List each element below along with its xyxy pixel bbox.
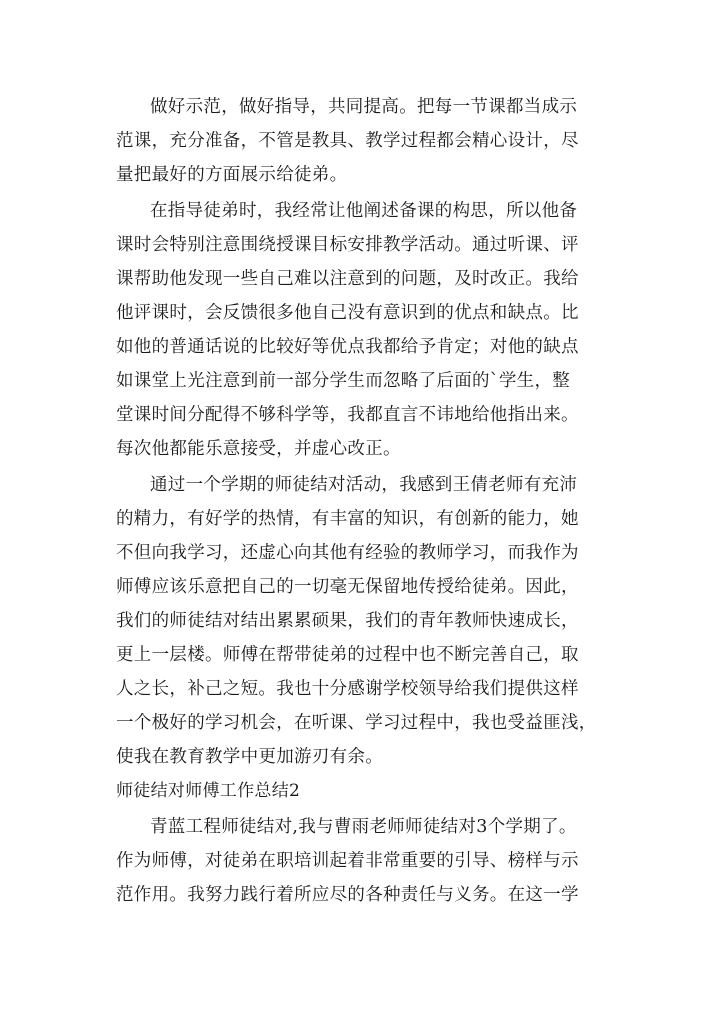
text-line: 课帮助他发现一些自己难以注意到的问题，及时改正。我给 (116, 269, 579, 289)
text-line: 如课堂上光注意到前一部分学生而忽略了后面的`学生，整 (116, 371, 571, 391)
text-line: 堂课时间分配得不够科学等，我都直言不讳地给他指出来。 (116, 405, 579, 425)
text-line: 范课，充分准备，不管是教具、教学过程都会精心设计，尽 (116, 131, 579, 151)
paragraph-3 (116, 468, 612, 774)
text-line: 在指导徒弟时，我经常让他阐述备课的构思，所以他备 (150, 201, 578, 221)
paragraph-4 (116, 810, 612, 912)
text-line: 使我在教育教学中更加游刃有余。 (116, 747, 383, 767)
text-line: 范作用。我努力践行着所应尽的各种责任与义务。在这一学 (116, 885, 579, 905)
text-line: 他评课时，会反馈很多他自己没有意识到的优点和缺点。比 (116, 303, 579, 323)
text-line: 的精力，有好学的热情，有丰富的知识，有创新的能力，她 (116, 509, 579, 529)
text-line: 一个极好的学习机会，在听课、学习过程中，我也受益匪浅， (116, 713, 597, 733)
section-heading: 师徒结对师傅工作总结2 (116, 781, 301, 801)
text-line: 师傅应该乐意把自己的一切毫无保留地传授给徒弟。因此， (116, 577, 579, 597)
text-line: 人之长，补己之短。我也十分感谢学校领导给我们提供这样 (116, 679, 579, 699)
text-line: 量把最好的方面展示给徒弟。 (116, 165, 348, 185)
text-line: 更上一层楼。师傅在帮带徒弟的过程中也不断完善自己，取 (116, 645, 579, 665)
text-line: 课时会特别注意围绕授课目标安排教学活动。通过听课、评 (116, 235, 579, 255)
text-line: 通过一个学期的师徒结对活动，我感到王倩老师有充沛 (150, 475, 578, 495)
paragraph-1 (116, 90, 612, 192)
text-line: 作为师傅，对徒弟在职培训起着非常重要的引导、榜样与示 (116, 851, 579, 871)
text-line: 不但向我学习，还虚心向其他有经验的教师学习，而我作为 (116, 543, 579, 563)
text-line: 我们的师徒结对结出累累硕果，我们的青年教师快速成长， (116, 611, 579, 631)
paragraph-2 (116, 194, 612, 466)
text-line: 青蓝工程师徒结对,我与曹雨老师师徒结对3个学期了。 (150, 817, 577, 837)
text-line: 如他的普通话说的比较好等优点我都给予肯定；对他的缺点 (116, 337, 579, 357)
text-line: 每次他都能乐意接受，并虚心改正。 (116, 439, 401, 459)
text-line: 做好示范，做好指导，共同提高。把每一节课都当成示 (150, 97, 578, 117)
document-body (116, 90, 612, 912)
